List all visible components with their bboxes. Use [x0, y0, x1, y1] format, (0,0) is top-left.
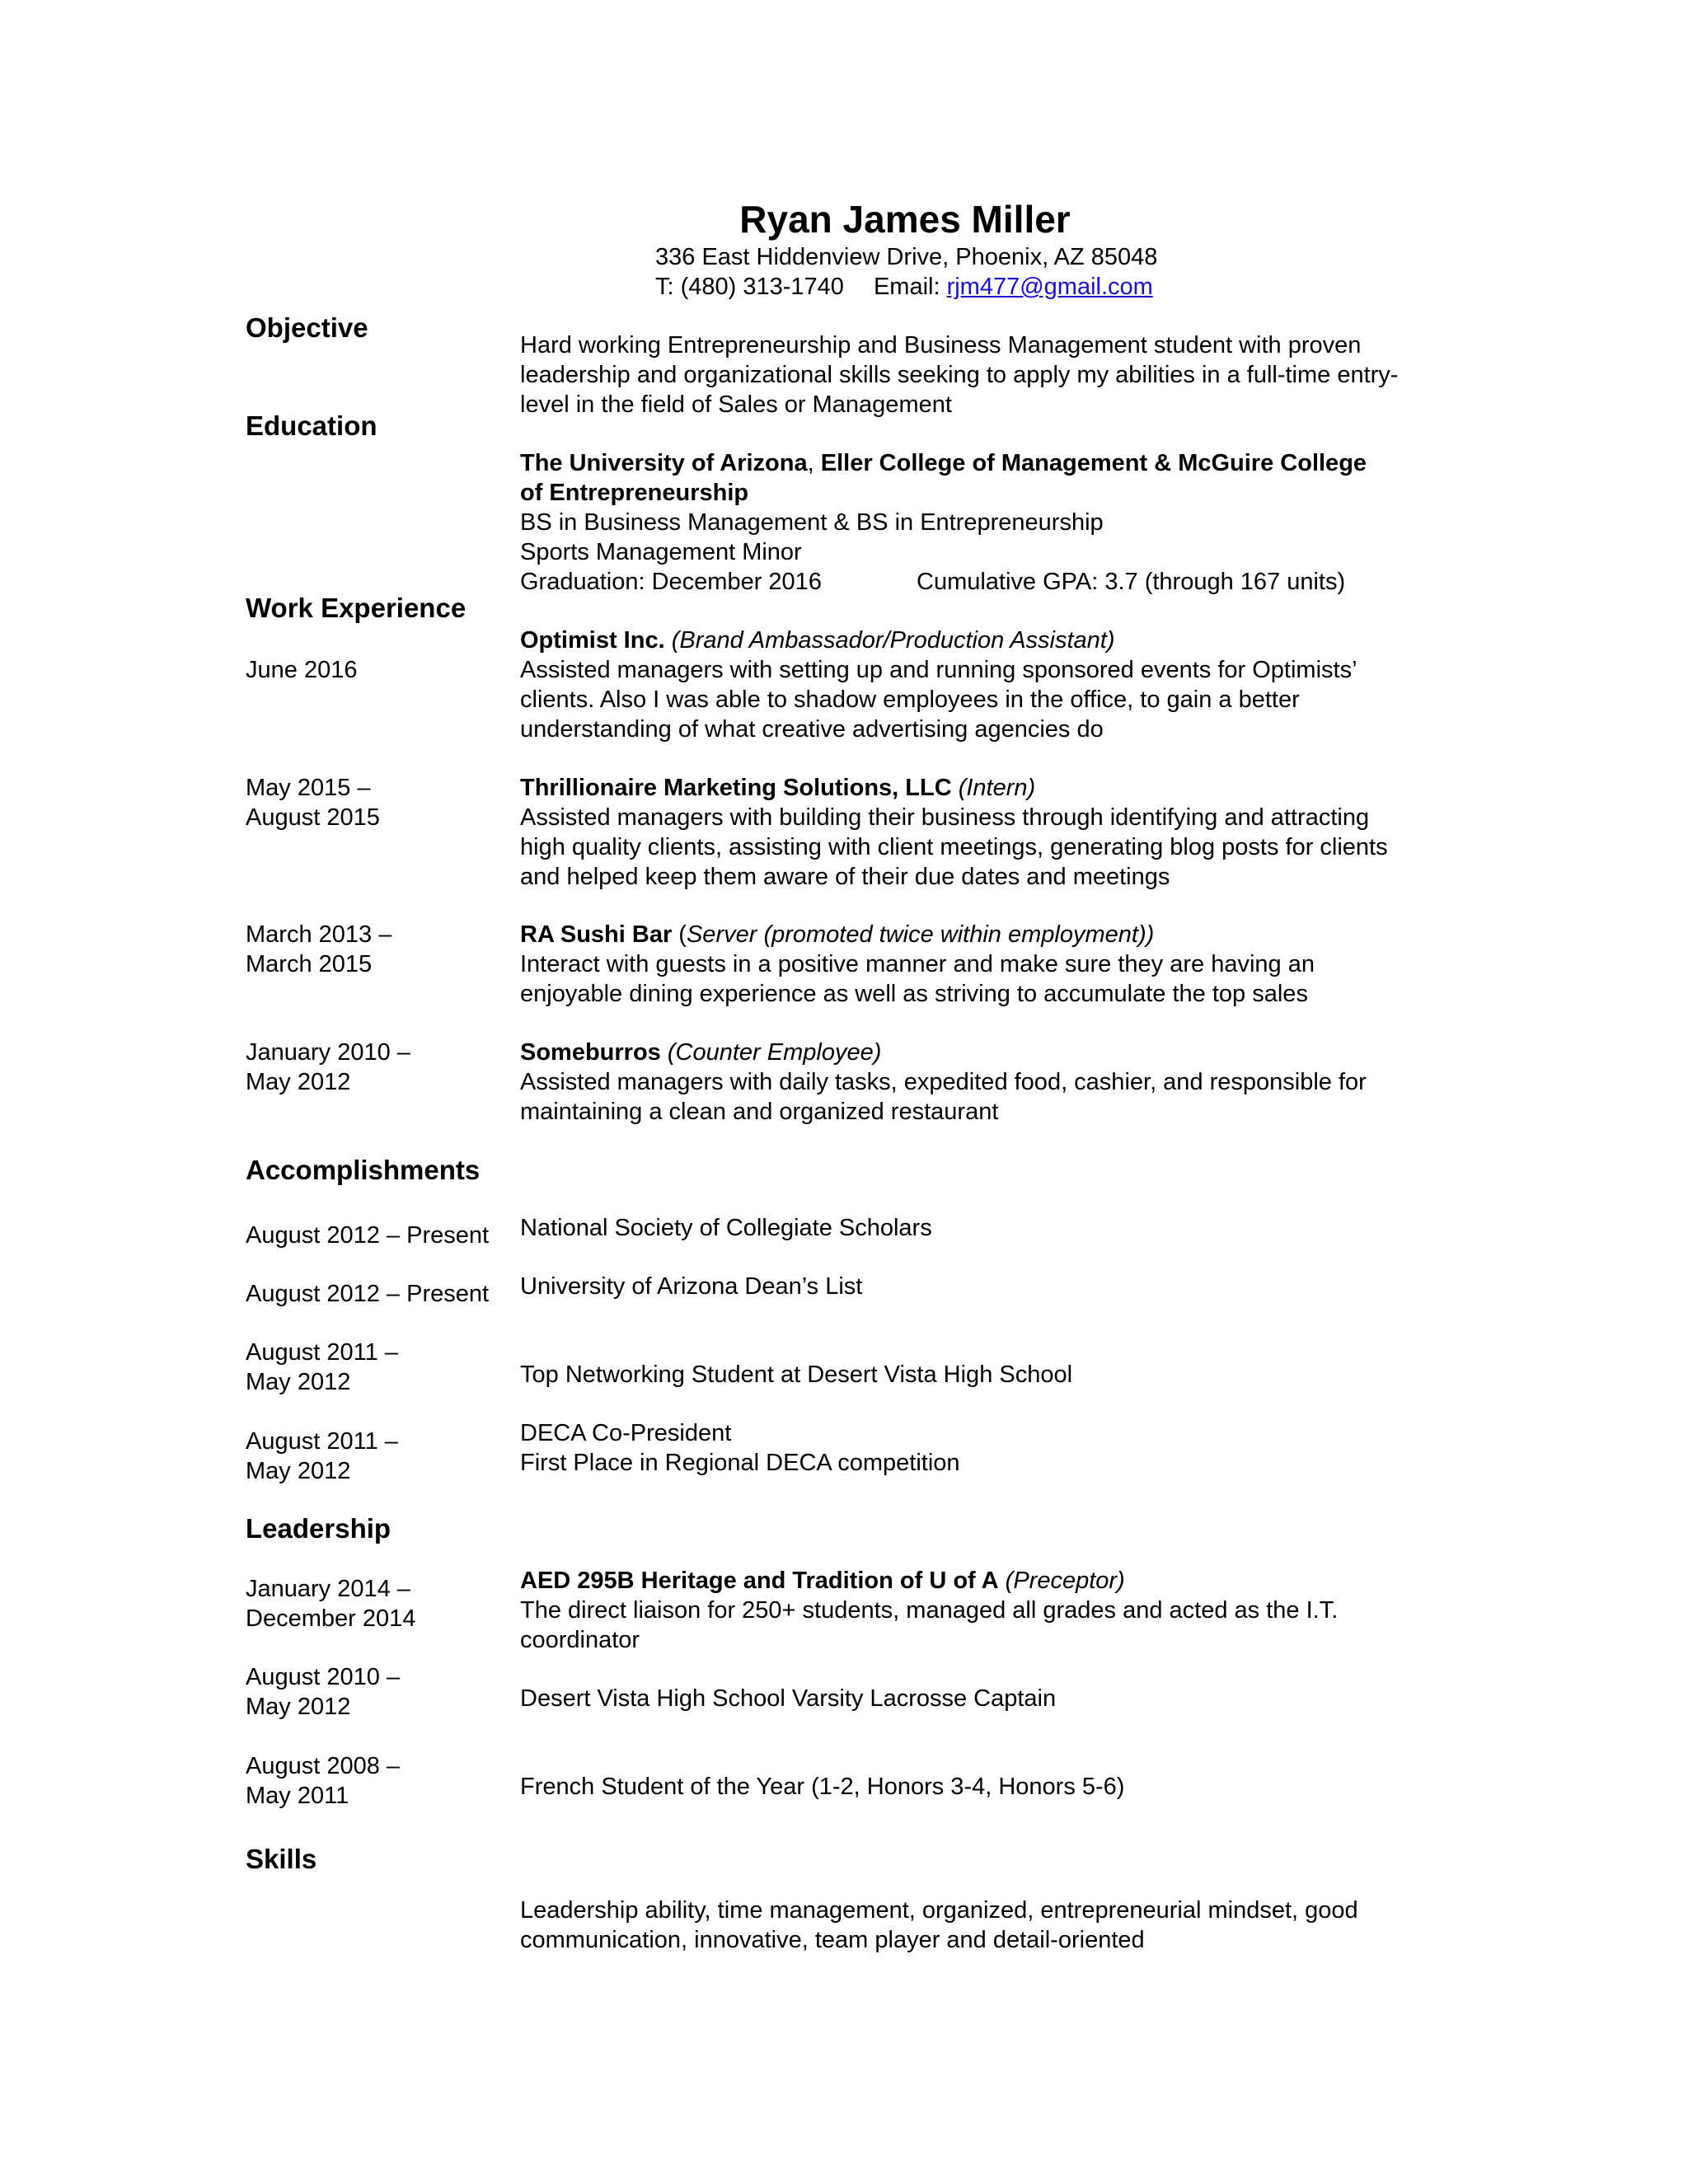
contact-line	[655, 272, 1153, 302]
job-role-prefix: (	[672, 921, 687, 948]
accomplishment-date-start: August 2012 – Present	[246, 1281, 490, 1307]
leadership-date	[246, 1751, 509, 1811]
job-company: Someburros	[520, 1039, 661, 1066]
gpa: Cumulative GPA: 3.7 (through 167 units)	[917, 569, 1346, 595]
job-role: Server (promoted twice within employment))	[686, 921, 1155, 948]
job-role: (Counter Employee)	[667, 1039, 882, 1066]
leadership-entry	[520, 1772, 1443, 1802]
accomplishment-text: National Society of Collegiate Scholars	[520, 1215, 932, 1241]
job-date-start: May 2015 –	[246, 775, 371, 801]
job-role: (Brand Ambassador/Production Assistant)	[671, 627, 1115, 654]
skills-line: Leadership ability, time management, organized, entrepreneurial mindset, good	[520, 1897, 1358, 1924]
accomplishment-date-end: May 2012	[246, 1458, 351, 1484]
job-date	[246, 1038, 509, 1097]
job-date	[246, 920, 509, 979]
accomplishment-date-end: May 2012	[246, 1369, 351, 1395]
accomplishment-text: First Place in Regional DECA competition	[520, 1450, 960, 1476]
job-desc-line: and helped keep them aware of their due dates and meetings	[520, 864, 1170, 890]
accomplishment-date-start: August 2012 – Present	[246, 1222, 490, 1249]
job-desc-line: Assisted managers with building their business through identifying and attracting	[520, 804, 1370, 831]
job-desc-line: high quality clients, assisting with client meetings, generating blog posts for clients	[520, 834, 1388, 860]
job-company: RA Sushi Bar	[520, 921, 673, 948]
leadership-desc-line: The direct liaison for 250+ students, managed all grades and acted as the I.T.	[520, 1597, 1339, 1624]
accomplishment-text: DECA Co-President	[520, 1420, 732, 1446]
job-entry	[520, 626, 1443, 744]
work-heading: Work Experience	[246, 593, 467, 623]
leadership-title: AED 295B Heritage and Tradition of U of A	[520, 1568, 999, 1594]
objective-line: Hard working Entrepreneurship and Business Management student with proven	[520, 332, 1362, 359]
leadership-date-end: May 2012	[246, 1694, 351, 1720]
address: 336 East Hiddenview Drive, Phoenix, AZ 85048	[655, 244, 1158, 270]
school-separator: ,	[807, 450, 821, 476]
job-company: Thrillionaire Marketing Solutions, LLC	[520, 775, 952, 801]
accomplishment-date	[246, 1338, 509, 1397]
objective-line: leadership and organizational skills seeking to apply my abilities in a full-time entry-	[520, 362, 1399, 388]
job-role-prefix	[661, 1039, 668, 1066]
leadership-heading: Leadership	[246, 1513, 392, 1544]
skills-heading: Skills	[246, 1844, 317, 1874]
leadership-date-start: August 2010 –	[246, 1664, 401, 1690]
leadership-role: (Preceptor)	[1005, 1568, 1125, 1594]
leadership-entry	[520, 1566, 1443, 1655]
job-desc-line: Assisted managers with setting up and running sponsored events for Optimists’	[520, 657, 1357, 683]
job-date-end: May 2012	[246, 1069, 351, 1095]
job-date-end: August 2015	[246, 804, 380, 831]
job-date	[246, 655, 509, 685]
accomplishment-entry	[520, 1213, 1443, 1243]
leadership-date	[246, 1662, 509, 1722]
accomplishment-date	[246, 1279, 509, 1309]
job-date-start: June 2016	[246, 657, 358, 683]
job-date-start: January 2010 –	[246, 1039, 410, 1066]
leadership-desc-line: Desert Vista High School Varsity Lacrosse Captain	[520, 1685, 1057, 1712]
leadership-date	[246, 1574, 509, 1633]
email-label: Email:	[873, 274, 940, 300]
leadership-entry	[520, 1684, 1443, 1713]
job-desc-line: maintaining a clean and organized restaurant	[520, 1099, 999, 1125]
college-name: Eller College of Management & McGuire College	[820, 450, 1367, 476]
accomplishment-date-start: August 2011 –	[246, 1339, 398, 1366]
accomplishment-entry	[520, 1360, 1443, 1390]
leadership-date-start: August 2008 –	[246, 1753, 401, 1779]
job-date	[246, 773, 509, 832]
job-role-prefix	[665, 627, 672, 654]
job-desc-line: Assisted managers with daily tasks, expedited food, cashier, and responsible for	[520, 1069, 1367, 1095]
objective-text	[520, 330, 1443, 419]
email-link[interactable]: rjm477@gmail.com	[946, 274, 1153, 300]
accomplishment-date	[246, 1221, 509, 1250]
accomplishment-date	[246, 1427, 509, 1486]
job-desc-line: clients. Also I was able to shadow employees in the office, to gain a better	[520, 687, 1300, 713]
objective-heading: Objective	[246, 312, 368, 343]
job-date-end: March 2015	[246, 951, 373, 977]
leadership-desc-line: coordinator	[520, 1627, 640, 1653]
accomplishment-date-start: August 2011 –	[246, 1428, 398, 1455]
education-entry	[520, 448, 1443, 597]
leadership-date-end: May 2011	[246, 1783, 349, 1809]
job-desc-line: Interact with guests in a positive manner and make sure they are having an	[520, 951, 1315, 977]
job-role-prefix	[952, 775, 959, 801]
job-entry	[520, 773, 1443, 892]
accomplishment-text: University of Arizona Dean’s List	[520, 1273, 863, 1300]
job-desc-line: understanding of what creative advertising agencies do	[520, 716, 1104, 743]
education-heading: Education	[246, 410, 377, 441]
resume-name: Ryan James Miller	[739, 198, 1071, 241]
skills-line: communication, innovative, team player and detail-oriented	[520, 1927, 1145, 1953]
job-company: Optimist Inc.	[520, 627, 665, 654]
job-entry	[520, 920, 1443, 1009]
college-name-cont: of Entrepreneurship	[520, 480, 749, 506]
phone: T: (480) 313-1740	[655, 274, 844, 300]
minor: Sports Management Minor	[520, 539, 802, 565]
job-entry	[520, 1038, 1443, 1127]
graduation: Graduation: December 2016	[520, 569, 822, 595]
accomplishment-text: Top Networking Student at Desert Vista High School	[520, 1361, 1073, 1388]
job-date-start: March 2013 –	[246, 921, 392, 948]
degree: BS in Business Management & BS in Entrepreneurship	[520, 509, 1104, 536]
job-role: (Intern)	[958, 775, 1036, 801]
skills-text	[520, 1896, 1443, 1955]
accomplishment-entry	[520, 1272, 1443, 1301]
accomplishments-heading: Accomplishments	[246, 1155, 481, 1185]
school-name: The University of Arizona	[520, 450, 808, 476]
leadership-date-start: January 2014 –	[246, 1576, 410, 1602]
leadership-date-end: December 2014	[246, 1605, 416, 1632]
accomplishment-entry	[520, 1418, 1443, 1478]
objective-line: level in the field of Sales or Management	[520, 391, 952, 418]
job-desc-line: enjoyable dining experience as well as striving to accumulate the top sales	[520, 981, 1308, 1007]
leadership-desc-line: French Student of the Year (1-2, Honors 3-4, Honors 5-6)	[520, 1774, 1125, 1800]
